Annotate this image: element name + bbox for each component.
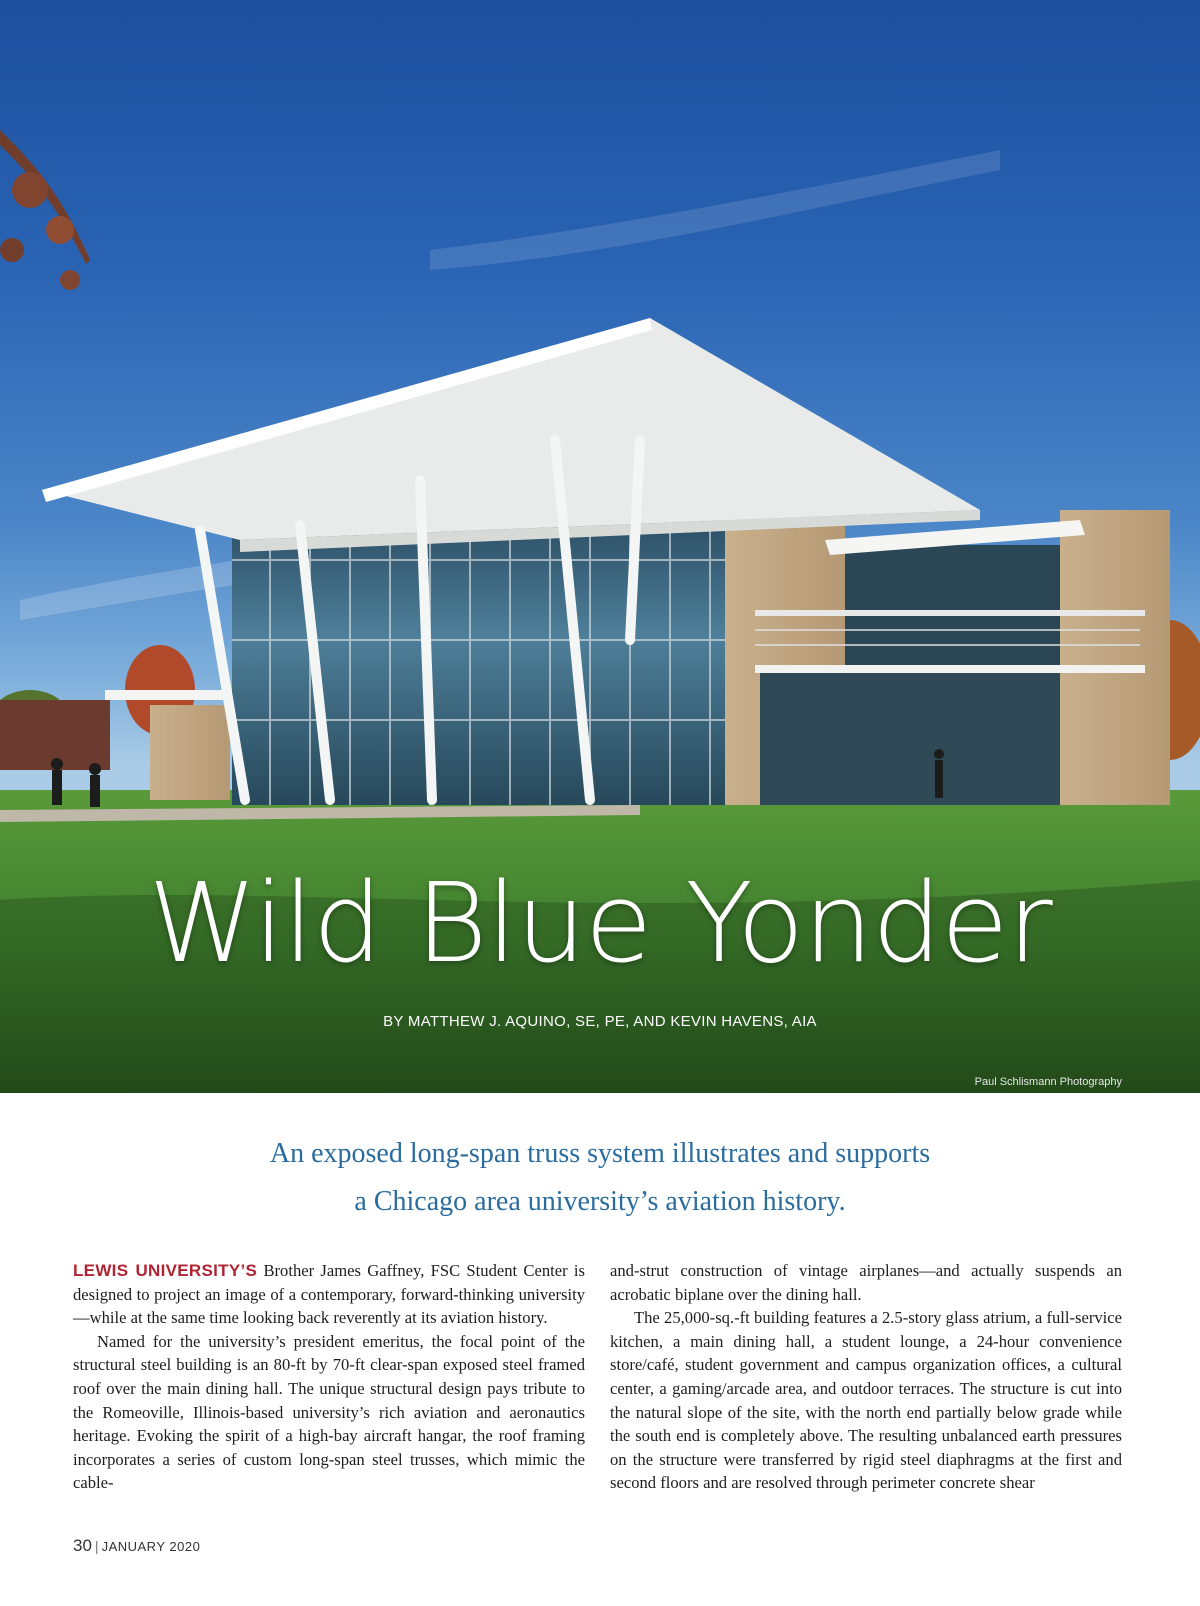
- tree-branch: [0, 130, 90, 290]
- article-title: Wild Blue Yonder: [148, 859, 1052, 987]
- deck-line-2: a Chicago area university’s aviation history.: [354, 1186, 846, 1217]
- footer-separator: |: [94, 1538, 99, 1554]
- article-column-right: [610, 1259, 1122, 1495]
- article-deck: [0, 1130, 1200, 1226]
- deck-line-1: An exposed long-span truss system illustrates and supports: [269, 1138, 931, 1169]
- article-column-left: [73, 1259, 585, 1495]
- photo-credit: Paul Schlismann Photography: [974, 1076, 1122, 1088]
- page-footer: [73, 1536, 200, 1556]
- byline: BY MATTHEW J. AQUINO, SE, PE, AND KEVIN HAVENS, AIA: [383, 1013, 817, 1030]
- paragraph-3: The 25,000-sq.-ft building features a 2.5-story glass atrium, a full-service kitchen, a main dining hall, a student lounge, a 24-hour convenience store/café, student government and campus organization offices, a cultural center, a gaming/arcade area, and outdoor terraces. The structure is cut into the natural slope of the site, with the north end partially below grade while the south end is completely above. The resulting unbalanced earth pressures on the structure were transferred by rigid steel diaphragms at the first and second floors and are resolved through perimeter concrete shear: [610, 1308, 1122, 1493]
- paragraph-1: [73, 1259, 585, 1330]
- paragraph-1-text: Brother James Gaffney, FSC Student Center is designed to project an image of a contemporary, forward-thinking university—while at the same time looking back reverently at its aviation history.: [73, 1261, 585, 1328]
- issue-date: JANUARY 2020: [101, 1539, 201, 1554]
- paragraph-2: Named for the university’s president emeritus, the focal point of the structural steel building is an 80-ft by 70-ft clear-span exposed steel framed roof over the main dining hall. The unique structural design pays tribute to the Romeoville, Illinois-based university’s rich aviation and aeronautics heritage. Evoking the spirit of a high-bay aircraft hangar, the roof framing incorporates a series of custom long-span steel trusses, which mimic the cable-: [73, 1331, 585, 1493]
- page-number: 30: [73, 1536, 92, 1555]
- lead-in: LEWIS UNIVERSITY’S: [73, 1261, 258, 1280]
- paragraph-2-continued: and-strut construction of vintage airplanes—and actually suspends an acrobatic biplane over the dining hall.: [610, 1261, 1122, 1304]
